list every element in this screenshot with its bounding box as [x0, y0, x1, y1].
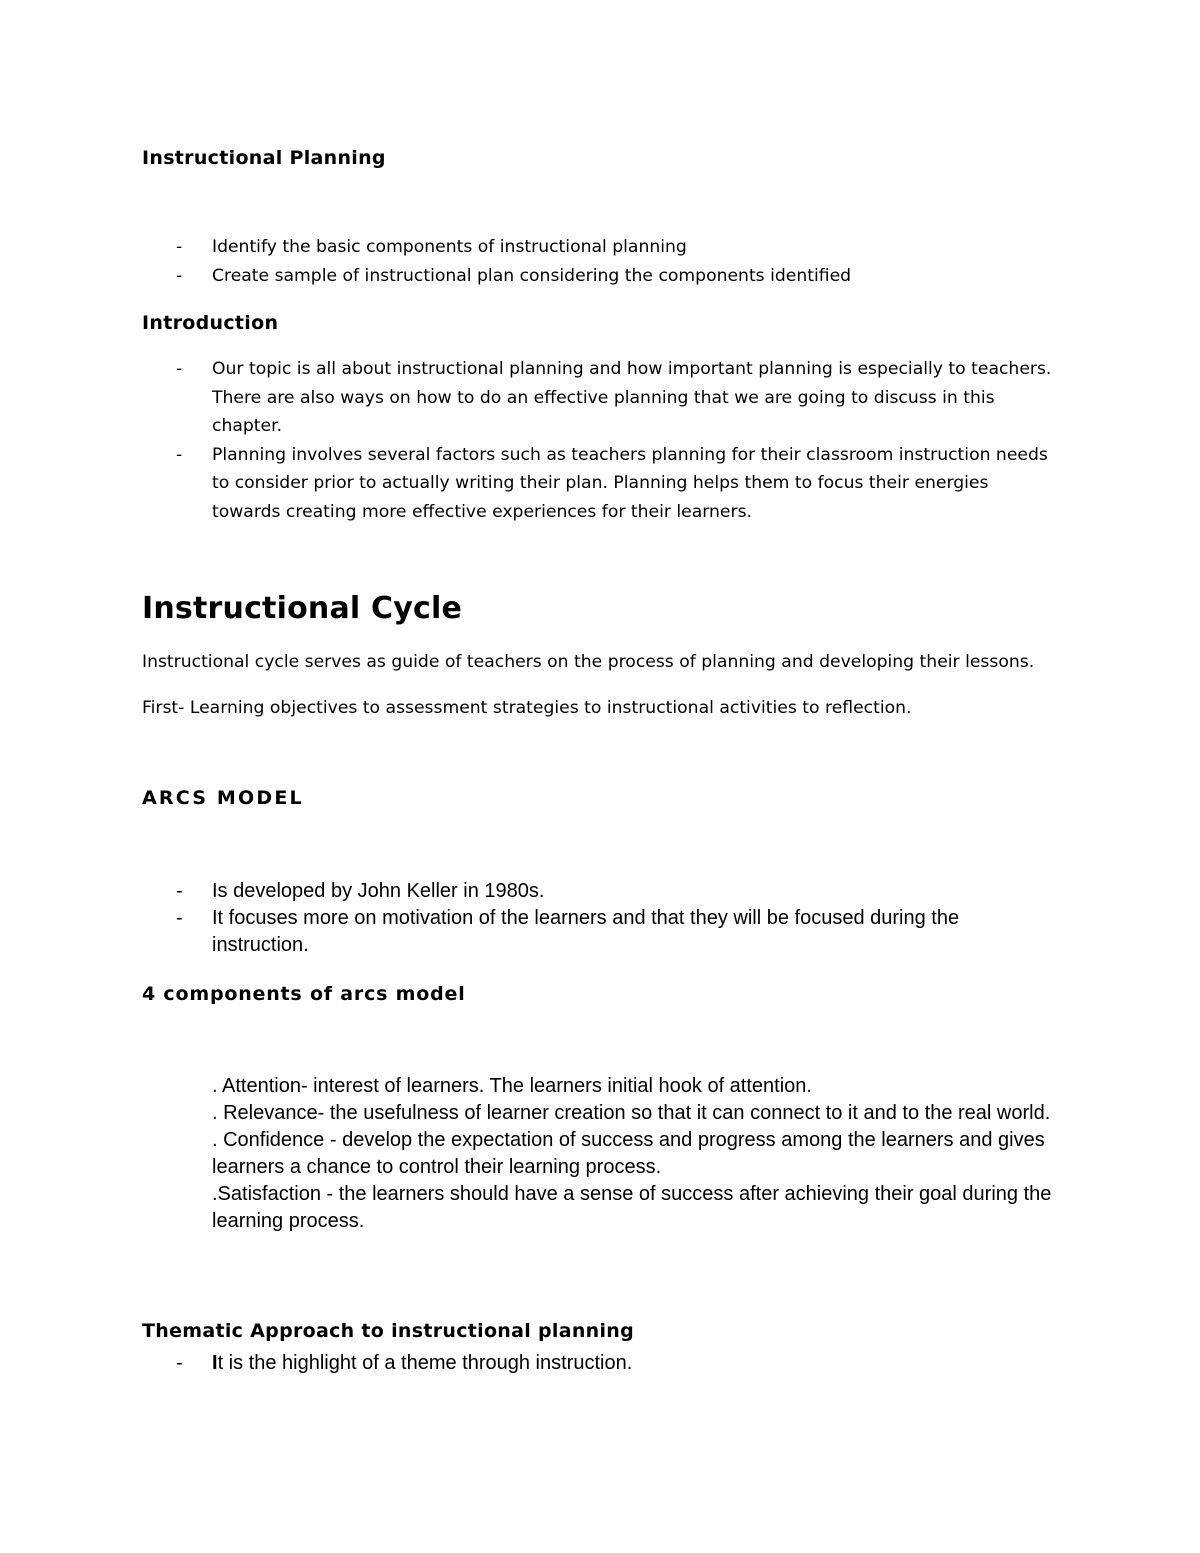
- component-line: . Attention- interest of learners. The learners initial hook of attention.: [212, 1075, 812, 1097]
- list-item-text: Planning involves several factors such as teachers planning for their classroom instruction needs to consider prior to actually writing their plan. Planning helps them to focus their energies towards creating more effective experiences for their learners.: [212, 444, 1048, 522]
- list-item: [142, 355, 1062, 441]
- bullet-dash: -: [176, 359, 183, 379]
- bullet-dash: -: [176, 1352, 183, 1374]
- list-item: [142, 441, 1062, 527]
- component-line: . Confidence - develop the expectation of success and progress among the learners and gives learners a chance to control their learning process.: [212, 1129, 1045, 1178]
- list-item: [142, 262, 1102, 291]
- thematic-approach-list: [142, 1350, 1042, 1377]
- list-item: [142, 1350, 1042, 1377]
- instructional-cycle-paragraph: Instructional cycle serves as guide of teachers on the process of planning and developing their lessons.: [142, 652, 1035, 672]
- bullet-dash: -: [176, 237, 183, 257]
- component-line: .Satisfaction - the learners should have a sense of success after achieving their goal during the learning process.: [212, 1183, 1052, 1232]
- list-item-text: It focuses more on motivation of the learners and that they will be focused during the instruction.: [212, 907, 960, 956]
- list-item-text: Our topic is all about instructional planning and how important planning is especially to teachers. There are also ways on how to do an effective planning that we are going to discuss in this chapter.: [212, 359, 1052, 437]
- list-item-text: t is the highlight of a theme through instruction.: [217, 1352, 633, 1374]
- bullet-dash: -: [176, 907, 183, 929]
- list-item-text: Is developed by John Keller in 1980s.: [212, 880, 545, 902]
- instructional-planning-list: [142, 233, 1102, 290]
- bullet-dash: -: [176, 444, 183, 465]
- list-item-first-letter: I: [212, 1352, 218, 1374]
- heading-thematic-approach: Thematic Approach to instructional planning: [142, 1320, 635, 1342]
- heading-instructional-planning: Instructional Planning: [142, 147, 386, 169]
- bullet-dash: -: [176, 880, 183, 902]
- bullet-dash: -: [176, 265, 183, 286]
- introduction-list: [142, 355, 1062, 527]
- list-item: [142, 905, 1042, 959]
- arcs-model-list: [142, 878, 1042, 959]
- list-item: [142, 233, 1102, 262]
- component-line: . Relevance- the usefulness of learner creation so that it can connect to it and to the real world.: [212, 1102, 1051, 1124]
- list-item-text: Create sample of instructional plan considering the components identified: [212, 265, 852, 286]
- list-item-text: Identify the basic components of instructional planning: [212, 237, 687, 257]
- heading-arcs-model: ARCS MODEL: [142, 787, 304, 809]
- instructional-cycle-paragraph: First- Learning objectives to assessment strategies to instructional activities to reflection.: [142, 698, 912, 718]
- arcs-components-list: [212, 1073, 1072, 1235]
- heading-arcs-components: 4 components of arcs model: [142, 983, 466, 1005]
- heading-introduction: Introduction: [142, 312, 279, 334]
- list-item: [142, 878, 1042, 905]
- heading-instructional-cycle: Instructional Cycle: [142, 591, 463, 626]
